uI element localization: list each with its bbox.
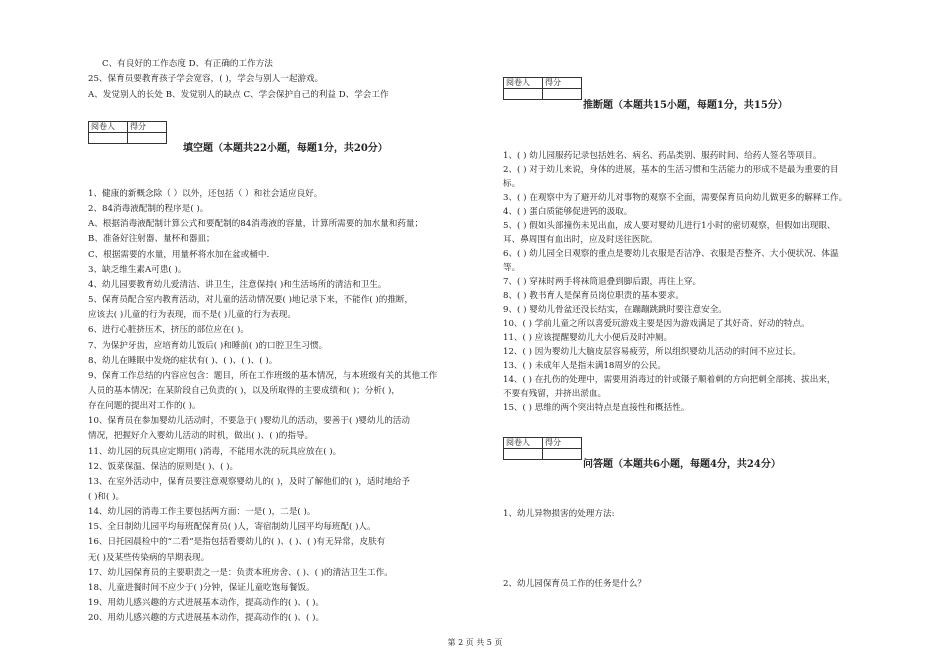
score-cell: [543, 449, 582, 460]
score-box: [503, 437, 582, 460]
question-line: A、根据消毒液配制计算公式和要配制的84消毒液的容量，计算所需要的加水量和药量；: [88, 219, 424, 230]
option-line: A、发觉别人的长处 B、发觉别人的缺点 C、学会保护自己的利益 D、学会工作: [88, 90, 389, 100]
question-line: 耳、鼻周围有血出时，应及时送往医院。: [503, 235, 658, 245]
reviewer-cell: [504, 449, 543, 460]
question-line: 10、( ) 学前儿童之所以喜爱玩游戏主要是因为游戏满足了其好奇、好动的特点。: [503, 319, 810, 329]
score-cell: [128, 133, 167, 144]
question-line: 1、健康的新概念除（ ）以外，还包括（ ）和社会适应良好。: [88, 189, 323, 199]
question-line: 无( )及某些传染病的早期表现。: [88, 552, 210, 563]
option-line: C、有良好的工作态度 D、有正确的工作方法: [102, 59, 273, 69]
question-line: 5、保育员配合室内教育活动，对儿童的活动情况要( )地记录下来，不能作( )的推断，: [88, 295, 414, 306]
question-line: 人员的基本情况；在某阶段自己负责的( )，以及所取得的主要成绩和( )；分析( )，: [88, 385, 400, 396]
score-box: [88, 121, 167, 144]
question-line: 9、( ) 婴幼儿骨盆还没长结实，在蹦蹦跳跳时要注意安全。: [503, 305, 727, 315]
question-line: 11、( ) 应该提醒婴幼儿大小便后及时冲厕。: [503, 333, 673, 343]
question-line: 14、( ) 在扎伤的处理中，需要用消毒过的针或镊子顺着刺的方向把刺全部挑、拔出来，: [503, 375, 836, 385]
question-line: 10、保育员在参加婴幼儿活动时，不要急于( )婴幼儿的活动，要善于( )婴幼儿的活动: [88, 416, 410, 427]
question-line: 9、保育工作总结的内容应包含：题目，所在工作班级的基本情况，与本班级有关的其他工作: [88, 370, 438, 381]
question-line: 18、儿童进餐时间不应少于( )分钟，保证儿童吃饱每餐饭。: [88, 582, 315, 593]
fill-blank-section-title: 填空题（本题共22小题，每题1分，共20分）: [183, 143, 388, 154]
score-label: 得分: [543, 78, 582, 89]
question-line: 15、( ) 思维的两个突出特点是直接性和概括性。: [503, 403, 690, 413]
question-line: 3、缺乏维生素A可患( )。: [88, 264, 187, 275]
question-line: 6、进行心脏挤压术，挤压的部位应在( )。: [88, 325, 249, 336]
question-line: 1、( ) 幼儿园服药记录包括姓名、病名、药品类别、服药时间、给药人签名等项目。: [503, 151, 822, 161]
score-box: [503, 77, 582, 100]
question-line: 12、( ) 因为婴幼儿大脑皮层容易疲劳，所以组织婴幼儿活动的时间不应过长。: [503, 347, 802, 357]
question-line: 4、( ) 蛋白质能够促进钙的汲取。: [503, 207, 633, 217]
score-label: 得分: [128, 122, 167, 133]
question-line: 存在问题的提出对工作的( )。: [88, 401, 201, 412]
question-line: 等。: [503, 263, 521, 273]
question-line: 2、84消毒液配制的程序是( )。: [88, 204, 209, 215]
page-number: 第 2 页 共 5 页: [447, 638, 503, 647]
question-line: 20、用幼儿感兴趣的方式进展基本动作，提高动作的( )、( )。: [88, 613, 325, 624]
question-line: 8、( ) 教书育人是保育员岗位职责的基本要求。: [503, 291, 684, 301]
reviewer-label: 阅卷人: [504, 78, 543, 89]
question-line: 7、( ) 穿袜时两手将袜筒退叠到脚后跟，再往上穿。: [503, 277, 702, 287]
question-line: C、根据需要的水量，用量杯将水加在盆或桶中.: [88, 249, 270, 260]
question-line: 标。: [503, 179, 521, 189]
question-line: 13、在室外活动中，保育员要注意观察婴幼儿的( )，及时了解他们的( )，适时地给予: [88, 476, 410, 487]
question-line: 12、饭菜保温、保洁的原则是( )、( )。: [88, 461, 239, 472]
reviewer-cell: [89, 133, 128, 144]
reviewer-label: 阅卷人: [89, 122, 128, 133]
question-line: 13、( ) 未成年人是指未满18周岁的公民。: [503, 361, 666, 371]
qa-section-title: 问答题（本题共6小题，每题4分，共24分）: [583, 459, 781, 470]
score-label: 得分: [543, 438, 582, 449]
question-line: 应该去( )儿童的行为表现，而不是( )儿童的行为表现。: [88, 310, 296, 321]
question-line: 17、幼儿园保育员的主要职责之一是：负责本班房舍、( )、( )的清洁卫生工作。: [88, 567, 393, 578]
question-line: 11、幼儿园的玩具应定期用( )消毒，不能用水洗的玩具应放在( )。: [88, 446, 342, 457]
question-line: 4、幼儿园要教育幼儿爱清洁、讲卫生，注意保持( )和生活场所的清洁和卫生。: [88, 279, 387, 290]
question-line: 情况，把握好介入婴幼儿活动的时机，做出( )、( )的指导。: [88, 431, 314, 442]
question-line: 不要有残留，并挤出淤血。: [503, 389, 607, 399]
reviewer-label: 阅卷人: [504, 438, 543, 449]
score-cell: [543, 89, 582, 100]
question-line: 14、幼儿园的消毒工作主要包括两方面：一是( )，二是( )。: [88, 507, 316, 518]
question-line: 19、用幼儿感兴趣的方式进展基本动作，提高动作的( )、( )。: [88, 598, 325, 609]
question-line: 15、全日制幼儿园平均每班配保育员( )人，寄宿制幼儿园平均每班配( )人。: [88, 522, 376, 533]
judge-section-title: 推断题（本题共15小题，每题1分，共15分）: [583, 100, 788, 111]
question-line: 25、保育员要教育孩子学会宽容，( )，学会与别人一起游戏。: [88, 74, 324, 84]
question-line: ( )和( )。: [88, 492, 125, 502]
question-line: 5、( ) 假如头部撞伤未见出血，成人要对婴幼儿进行1小时的密切观察，但假如出现眼、: [503, 221, 836, 231]
qa-question-1: 1、幼儿异物损害的处理方法:: [503, 509, 615, 519]
reviewer-cell: [504, 89, 543, 100]
question-line: 16、日托园晨检中的“二看”是指包括看婴幼儿的( )、( )、( )有无异常，皮肤有: [88, 537, 386, 548]
question-line: 2、( ) 对于幼儿来说，身体的进展，基本的生活习惯和生活能力的形成不是最为重要的目: [503, 165, 839, 175]
question-line: 8、幼儿在睡眠中发烧的症状有( )、( )、( )、( )。: [88, 355, 278, 366]
question-line: 7、为保护牙齿，应培育幼儿饭后( )和睡前( )的口腔卫生习惯。: [88, 340, 328, 351]
question-line: B、准备好注射器、量杯和器皿；: [88, 234, 215, 245]
qa-question-2: 2、幼儿园保育员工作的任务是什么？: [503, 579, 646, 589]
question-line: 3、( ) 在观察中为了避开幼儿对事物的观察不全面，需要保育员向幼儿做更多的解释工作。: [503, 193, 848, 203]
question-line: 6、( ) 幼儿园全日观察的重点是婴幼儿衣服是否洁净、衣服是否整齐、大小便状况、体温: [503, 249, 839, 259]
